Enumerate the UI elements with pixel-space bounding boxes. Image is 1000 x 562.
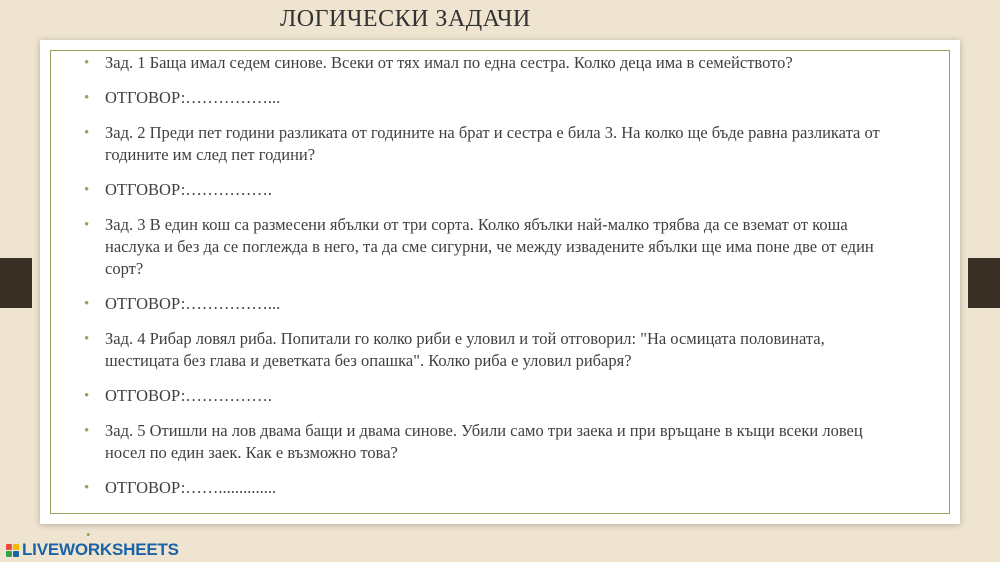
answer-1[interactable] (84, 87, 900, 109)
task-list (84, 52, 900, 512)
task-3 (84, 214, 900, 280)
answer-2-text[interactable]: ОТГОВОР:……………. (105, 180, 272, 199)
task-1-text: Зад. 1 Баща имал седем синове. Всеки от тях имал по една сестра. Колко деца има в семейството? (105, 53, 793, 72)
worksheet-card (40, 40, 960, 524)
answer-4-text[interactable]: ОТГОВОР:……………. (105, 386, 272, 405)
liveworksheets-logo[interactable] (6, 540, 179, 560)
task-4 (84, 328, 900, 372)
logo-mark-icon (6, 544, 19, 557)
task-5-text: Зад. 5 Отишли на лов двама бащи и двама синове. Убили само три заека и при връщане в къщи всеки ловец носел по един заек. Как е възможно това? (105, 421, 863, 462)
bullet-icon: • (84, 480, 90, 496)
bullet-icon: • (86, 527, 91, 542)
bullet-icon: • (84, 55, 90, 71)
task-5 (84, 420, 900, 464)
task-3-text: Зад. 3 В един кош са размесени ябълки от три сорта. Колко ябълки най-малко трябва да се вземат от коша наслука и без да се поглежда в него, та да сме сигурни, че между извадените ябълки ще има поне две от един сорт? (105, 215, 874, 278)
bullet-icon: • (84, 388, 90, 404)
answer-5[interactable] (84, 477, 900, 499)
task-2 (84, 122, 900, 166)
answer-2[interactable] (84, 179, 900, 201)
bullet-icon: • (84, 423, 90, 439)
answer-1-text[interactable]: ОТГОВОР:……………... (105, 88, 281, 107)
answer-3[interactable] (84, 293, 900, 315)
bullet-icon: • (84, 125, 90, 141)
answer-3-text[interactable]: ОТГОВОР:……………... (105, 294, 281, 313)
page-title: ЛОГИЧЕСКИ ЗАДАЧИ (280, 6, 531, 32)
bullet-icon: • (84, 217, 90, 233)
left-decor-band (0, 258, 32, 308)
logo-text: LIVEWORKSHEETS (22, 540, 179, 559)
task-4-text: Зад. 4 Рибар ловял риба. Попитали го колко риби е уловил и той отговорил: "На осмицата половината, шестицата без глава и деветката без опашка". Колко риба е уловил рибаря? (105, 329, 825, 370)
task-1 (84, 52, 900, 74)
bullet-icon: • (84, 182, 90, 198)
right-decor-band (968, 258, 1000, 308)
bullet-icon: • (84, 90, 90, 106)
answer-4[interactable] (84, 385, 900, 407)
bullet-icon: • (84, 296, 90, 312)
task-2-text: Зад. 2 Преди пет години разликата от годините на брат и сестра е била 3. На колко ще бъде равна разликата от годините им след пет години? (105, 123, 880, 164)
bullet-icon: • (84, 331, 90, 347)
answer-5-text[interactable]: ОТГОВОР:…….............. (105, 478, 277, 497)
